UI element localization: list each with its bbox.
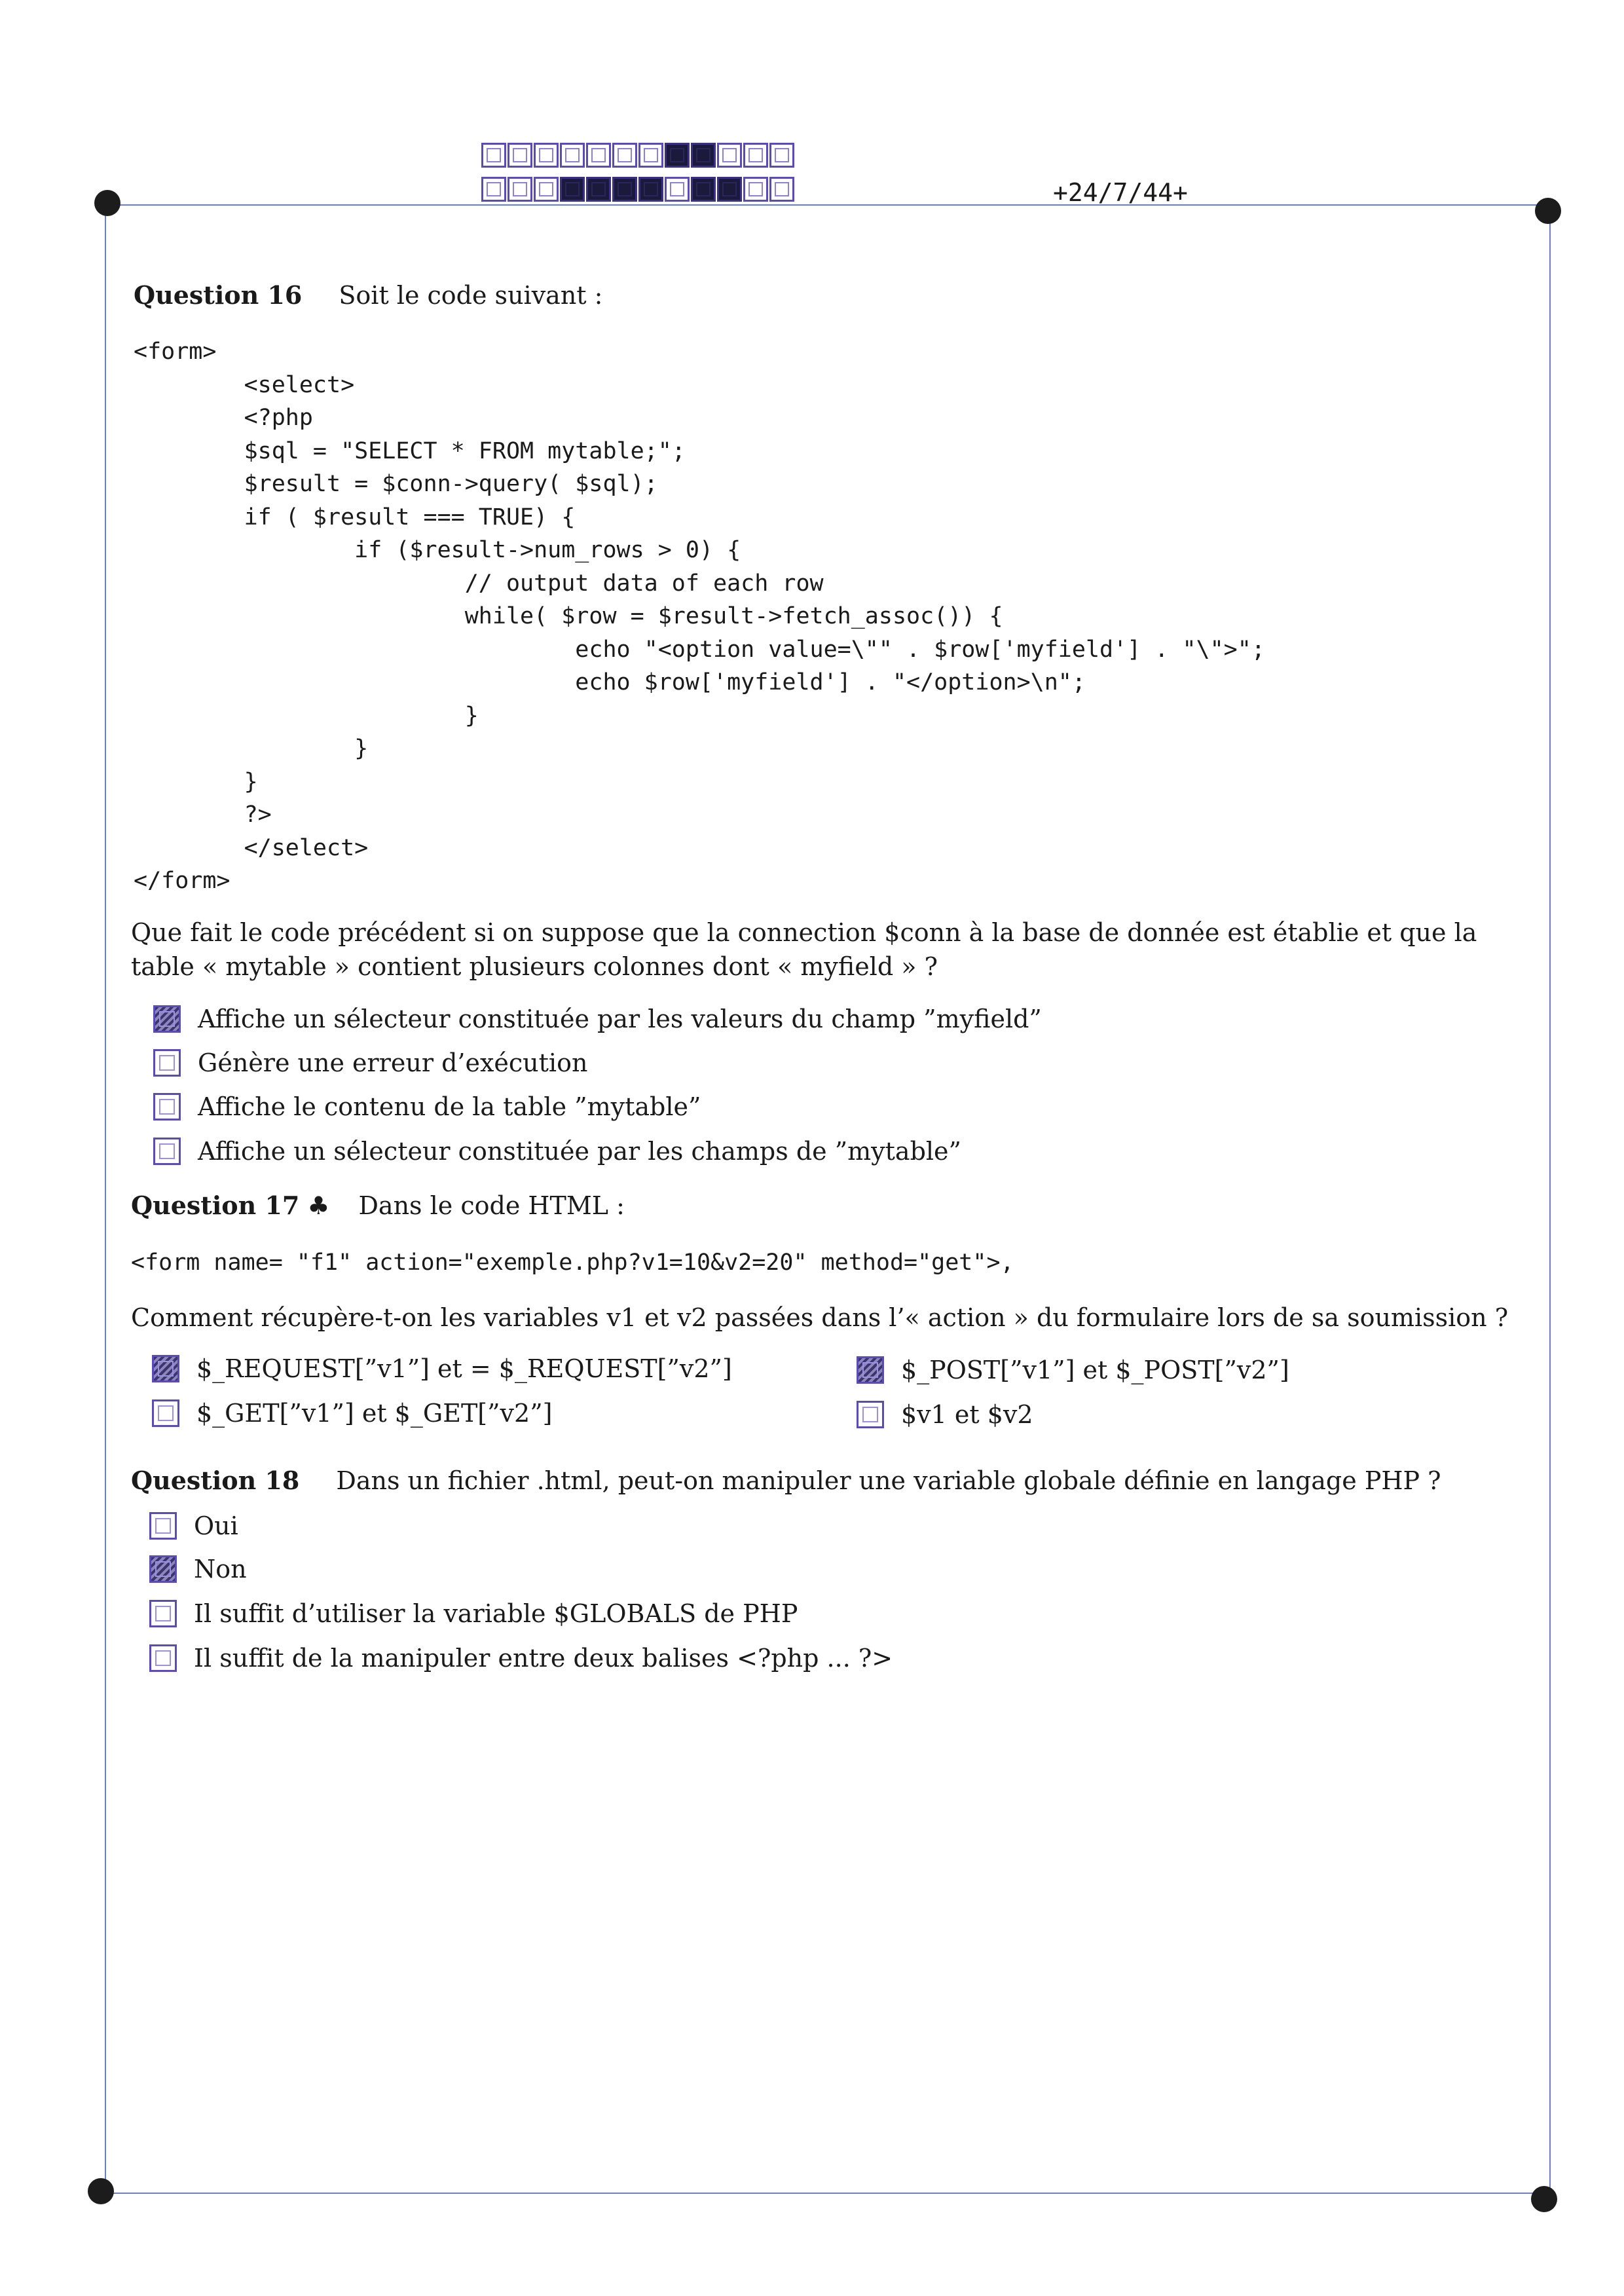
barcode-row-2 [481, 177, 796, 202]
question-17-header [131, 1191, 625, 1220]
question-18-header [131, 1466, 1441, 1495]
barcode-cell-r1-6 [612, 143, 637, 168]
frame-left-line [105, 204, 106, 2193]
code-line: <form> [134, 339, 217, 365]
barcode-cell-r1-12 [769, 143, 794, 168]
option-label: Affiche le contenu de la table ”mytable” [198, 1092, 701, 1121]
checkbox[interactable] [149, 1512, 177, 1540]
option-label: $v1 et $v2 [901, 1400, 1033, 1429]
code-line: echo $row['myfield'] . "</option>\n"; [134, 669, 1086, 695]
frame-bottom-line [105, 2193, 1551, 2194]
corner-marker-top-left [94, 190, 120, 216]
q17-option-1[interactable] [152, 1354, 732, 1383]
barcode-cell-r2-7 [638, 177, 663, 202]
code-line: if ($result->num_rows > 0) { [134, 537, 741, 563]
q17-option-2[interactable] [857, 1356, 1289, 1384]
code-line: <?php [134, 405, 313, 431]
code-line: } [134, 768, 258, 795]
code-line: } [134, 702, 479, 729]
barcode-row-1 [481, 143, 796, 168]
club-icon: ♣ [307, 1191, 330, 1220]
checked-checkbox[interactable] [153, 1005, 181, 1033]
code-line: $sql = "SELECT * FROM mytable;"; [134, 437, 686, 464]
code-line: while( $row = $result->fetch_assoc()) { [134, 603, 1003, 629]
barcode-cell-r2-10 [717, 177, 742, 202]
option-label: Il suffit d’utiliser la variable $GLOBALS de PHP [194, 1599, 798, 1628]
barcode-cell-r2-5 [586, 177, 611, 202]
barcode-cell-r1-5 [586, 143, 611, 168]
checkbox[interactable] [153, 1138, 181, 1165]
checkbox[interactable] [149, 1644, 177, 1672]
barcode-cell-r1-2 [507, 143, 532, 168]
checked-checkbox[interactable] [152, 1355, 179, 1382]
checkbox[interactable] [857, 1401, 884, 1428]
option-label: Non [194, 1555, 247, 1583]
option-label: $_REQUEST[”v1”] et = $_REQUEST[”v2”] [196, 1354, 732, 1383]
option-label: Il suffit de la manipuler entre deux balises <?php ... ?> [194, 1644, 893, 1673]
barcode-cell-r1-1 [481, 143, 506, 168]
barcode-cell-r2-9 [691, 177, 716, 202]
barcode-cell-r2-6 [612, 177, 637, 202]
question-17-label: Question 17 [131, 1191, 300, 1220]
question-16-text: Soit le code suivant : [339, 281, 603, 310]
barcode-cell-r1-7 [638, 143, 663, 168]
question-18-text: Dans un fichier .html, peut-on manipuler une variable globale définie en langage PHP ? [336, 1466, 1441, 1495]
option-label: $_GET[”v1”] et $_GET[”v2”] [196, 1399, 553, 1428]
barcode-cell-r2-4 [560, 177, 585, 202]
q17-option-3[interactable] [152, 1399, 552, 1428]
barcode-cell-r2-2 [507, 177, 532, 202]
q16-option-4[interactable] [153, 1137, 961, 1166]
frame-top-line [105, 204, 1551, 206]
q18-option-1[interactable] [149, 1511, 238, 1540]
option-label: Affiche un sélecteur constituée par les valeurs du champ ”myfield” [198, 1005, 1042, 1033]
barcode-cell-r2-12 [769, 177, 794, 202]
q17-option-4[interactable] [857, 1400, 1033, 1429]
question-16-code-block [134, 335, 1265, 898]
question-18-label: Question 18 [131, 1466, 300, 1495]
code-line: if ( $result === TRUE) { [134, 504, 576, 530]
barcode-cell-r1-9 [691, 143, 716, 168]
option-label: Oui [194, 1511, 238, 1540]
code-line: echo "<option value=\"" . $row['myfield'] . "\">"; [134, 636, 1265, 663]
checked-checkbox[interactable] [857, 1356, 884, 1384]
q18-option-4[interactable] [149, 1644, 893, 1673]
option-label: Génère une erreur d’exécution [198, 1048, 588, 1077]
checkbox[interactable] [149, 1600, 177, 1627]
barcode-cell-r2-11 [743, 177, 768, 202]
barcode-cell-r1-3 [534, 143, 559, 168]
question-16-header [134, 280, 602, 310]
barcode-cell-r1-10 [717, 143, 742, 168]
checkbox[interactable] [152, 1399, 179, 1427]
barcode-cell-r1-11 [743, 143, 768, 168]
barcode-cell-r2-8 [665, 177, 690, 202]
code-line: </form> [134, 868, 231, 894]
q18-option-3[interactable] [149, 1599, 798, 1628]
question-17-code: <form name= "f1" action="exemple.php?v1=10&v2=20" method="get">, [131, 1250, 1014, 1276]
checkbox[interactable] [153, 1093, 181, 1120]
barcode-cell-r1-8 [665, 143, 690, 168]
question-17-text: Dans le code HTML : [358, 1191, 625, 1220]
barcode-cell-r1-4 [560, 143, 585, 168]
question-16-prompt: Que fait le code précédent si on suppose que la connection $conn à la base de donnée est établie et que la table « mytable » contient plusieurs colonnes dont « myfield » ? [131, 918, 1477, 981]
barcode-cell-r2-3 [534, 177, 559, 202]
code-line: ?> [134, 802, 272, 828]
corner-marker-bottom-left [88, 2178, 114, 2204]
code-line: } [134, 735, 369, 762]
q16-option-3[interactable] [153, 1092, 701, 1121]
checked-checkbox[interactable] [149, 1555, 177, 1583]
corner-marker-bottom-right [1531, 2186, 1557, 2212]
code-line: </select> [134, 834, 369, 861]
option-label: $_POST[”v1”] et $_POST[”v2”] [901, 1356, 1289, 1384]
page-identifier: +24/7/44+ [1053, 178, 1188, 207]
option-label: Affiche un sélecteur constituée par les champs de ”mytable” [198, 1137, 961, 1166]
code-line: $result = $conn->query( $sql); [134, 471, 658, 497]
checkbox[interactable] [153, 1049, 181, 1077]
q16-option-1[interactable] [153, 1005, 1042, 1033]
code-line: // output data of each row [134, 570, 824, 597]
barcode-cell-r2-1 [481, 177, 506, 202]
q18-option-2[interactable] [149, 1555, 247, 1583]
q16-option-2[interactable] [153, 1048, 587, 1077]
question-16-label: Question 16 [134, 280, 303, 310]
frame-right-line [1549, 212, 1551, 2195]
code-line: <select> [134, 371, 355, 398]
corner-marker-top-right [1535, 198, 1561, 224]
question-17-prompt: Comment récupère-t-on les variables v1 et v2 passées dans l’« action » du formulaire lors de sa soumission ? [131, 1303, 1509, 1332]
